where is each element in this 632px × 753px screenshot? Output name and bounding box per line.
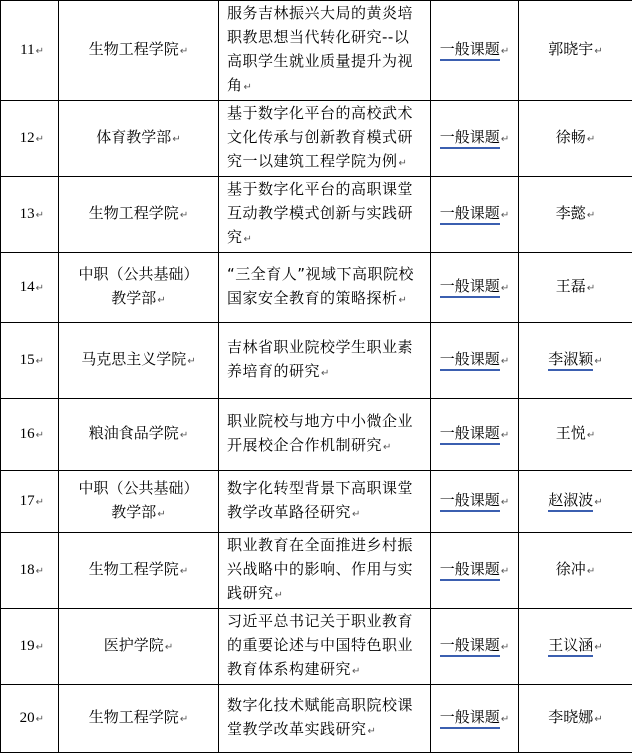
leader-name-cell-text: 李懿	[556, 204, 586, 222]
row-number	[1, 177, 59, 253]
cell-end-mark: ↵	[165, 642, 173, 653]
cell-end-mark: ↵	[501, 642, 509, 653]
department-cell-text: 生物工程学院	[89, 708, 179, 726]
row-number	[1, 609, 59, 685]
leader-name-cell-text: 李淑颖	[548, 350, 593, 371]
leader-name-cell	[519, 1, 632, 101]
leader-name-cell-text: 王议涵	[548, 636, 593, 657]
row-number-text: 20	[20, 710, 35, 726]
leader-name-cell	[519, 253, 632, 323]
cell-end-mark: ↵	[501, 566, 509, 577]
project-type-cell-text: 一般课题	[440, 350, 500, 371]
department-cell	[59, 253, 219, 323]
department-cell-text: 生物工程学院	[89, 204, 179, 222]
cell-end-mark: ↵	[501, 134, 509, 145]
table-row	[1, 1, 632, 101]
project-type-cell-text: 一般课题	[440, 204, 500, 225]
cell-end-mark: ↵	[399, 295, 408, 306]
cell-end-mark: ↵	[157, 295, 165, 306]
table-row	[1, 323, 632, 399]
project-title-cell-text: 数字化技术赋能高职院校课堂教学改革实践研究	[227, 696, 413, 738]
project-type-cell-text: 一般课题	[440, 424, 500, 445]
cell-end-mark: ↵	[501, 46, 509, 57]
project-title-cell	[219, 253, 431, 323]
cell-end-mark: ↵	[36, 430, 44, 441]
project-title-cell-text: 基于数字化平台的高职课堂互动教学模式创新与实践研究	[227, 180, 413, 246]
department-cell-text: 生物工程学院	[89, 560, 179, 578]
project-type-cell	[431, 471, 519, 533]
table-row	[1, 399, 632, 471]
cell-end-mark: ↵	[36, 134, 44, 145]
row-number	[1, 533, 59, 609]
row-number	[1, 399, 59, 471]
leader-name-cell	[519, 323, 632, 399]
project-type-cell-text: 一般课题	[440, 277, 500, 298]
project-title-cell	[219, 1, 431, 101]
cell-end-mark: ↵	[180, 714, 188, 725]
table-row	[1, 685, 632, 753]
row-number	[1, 685, 59, 753]
project-type-cell	[431, 609, 519, 685]
cell-end-mark: ↵	[352, 666, 361, 677]
leader-name-cell-text: 赵淑波	[548, 491, 593, 512]
cell-end-mark: ↵	[180, 210, 188, 221]
row-number-text: 13	[20, 206, 35, 222]
project-title-cell-text: 吉林省职业院校学生职业素养培育的研究	[227, 338, 413, 380]
project-type-cell-text: 一般课题	[440, 40, 500, 61]
cell-end-mark: ↵	[36, 566, 44, 577]
cell-end-mark: ↵	[244, 82, 253, 93]
cell-end-mark: ↵	[275, 590, 284, 601]
department-cell-text: 马克思主义学院	[81, 350, 186, 368]
row-number-text: 11	[20, 42, 34, 58]
cell-end-mark: ↵	[594, 46, 602, 57]
project-title-cell-text: “三全育人”视域下高职院校国家安全教育的策略探析	[227, 265, 414, 307]
cell-end-mark: ↵	[157, 509, 165, 520]
cell-end-mark: ↵	[594, 356, 602, 367]
project-title-cell	[219, 399, 431, 471]
project-type-cell	[431, 177, 519, 253]
row-number-text: 19	[20, 638, 35, 654]
row-number-text: 12	[20, 130, 35, 146]
row-number-text: 14	[20, 279, 35, 295]
project-title-cell-text: 数字化转型背景下高职课堂教学改革路径研究	[227, 479, 413, 521]
table-row	[1, 177, 632, 253]
cell-end-mark: ↵	[587, 283, 595, 294]
cell-end-mark: ↵	[187, 356, 195, 367]
table-row	[1, 101, 632, 177]
project-title-cell	[219, 471, 431, 533]
department-cell-text: 中职（公共基础）教学部	[78, 479, 198, 521]
leader-name-cell-text: 李晓娜	[548, 708, 593, 726]
cell-end-mark: ↵	[594, 497, 602, 508]
row-number	[1, 101, 59, 177]
project-type-cell	[431, 101, 519, 177]
table-row	[1, 609, 632, 685]
cell-end-mark: ↵	[501, 497, 509, 508]
project-title-cell-text: 服务吉林振兴大局的黄炎培职教思想当代转化研究--以高职学生就业质量提升为视角	[227, 4, 413, 94]
project-type-cell	[431, 399, 519, 471]
cell-end-mark: ↵	[180, 566, 188, 577]
cell-end-mark: ↵	[501, 430, 509, 441]
row-number-text: 17	[20, 493, 35, 509]
department-cell	[59, 323, 219, 399]
project-title-cell	[219, 685, 431, 753]
cell-end-mark: ↵	[172, 134, 180, 145]
department-cell-text: 医护学院	[104, 636, 164, 654]
row-number	[1, 253, 59, 323]
department-cell	[59, 177, 219, 253]
project-title-cell-text: 职业教育在全面推进乡村振兴战略中的影响、作用与实践研究	[227, 536, 413, 602]
cell-end-mark: ↵	[36, 283, 44, 294]
cell-end-mark: ↵	[36, 497, 44, 508]
table-row	[1, 253, 632, 323]
department-cell	[59, 685, 219, 753]
row-number	[1, 323, 59, 399]
project-type-cell	[431, 533, 519, 609]
project-type-cell	[431, 323, 519, 399]
leader-name-cell	[519, 685, 632, 753]
cell-end-mark: ↵	[587, 210, 595, 221]
department-cell-text: 粮油食品学院	[89, 424, 179, 442]
leader-name-cell-text: 王磊	[556, 277, 586, 295]
leader-name-cell	[519, 101, 632, 177]
cell-end-mark: ↵	[352, 509, 361, 520]
project-type-cell	[431, 685, 519, 753]
cell-end-mark: ↵	[368, 726, 377, 737]
cell-end-mark: ↵	[36, 642, 44, 653]
department-cell-text: 体育教学部	[96, 128, 171, 146]
department-cell	[59, 399, 219, 471]
leader-name-cell-text: 徐畅	[556, 128, 586, 146]
cell-end-mark: ↵	[594, 714, 602, 725]
cell-end-mark: ↵	[501, 356, 509, 367]
project-title-cell-text: 习近平总书记关于职业教育的重要论述与中国特色职业教育体系构建研究	[227, 612, 413, 678]
department-cell	[59, 609, 219, 685]
project-title-cell	[219, 177, 431, 253]
leader-name-cell-text: 郭晓宇	[548, 40, 593, 58]
cell-end-mark: ↵	[594, 642, 602, 653]
leader-name-cell	[519, 533, 632, 609]
cell-end-mark: ↵	[501, 210, 509, 221]
project-type-cell	[431, 1, 519, 101]
leader-name-cell-text: 王悦	[556, 424, 586, 442]
table-row	[1, 471, 632, 533]
cell-end-mark: ↵	[244, 234, 253, 245]
cell-end-mark: ↵	[321, 368, 330, 379]
project-title-cell-text: 职业院校与地方中小微企业开展校企合作机制研究	[227, 412, 413, 454]
cell-end-mark: ↵	[36, 46, 44, 57]
project-type-cell-text: 一般课题	[440, 491, 500, 512]
cell-end-mark: ↵	[36, 714, 44, 725]
cell-end-mark: ↵	[501, 714, 509, 725]
cell-end-mark: ↵	[587, 566, 595, 577]
project-title-cell	[219, 101, 431, 177]
project-type-cell-text: 一般课题	[440, 128, 500, 149]
leader-name-cell-text: 徐冲	[556, 560, 586, 578]
department-cell	[59, 1, 219, 101]
cell-end-mark: ↵	[36, 210, 44, 221]
leader-name-cell	[519, 399, 632, 471]
cell-end-mark: ↵	[399, 158, 408, 169]
leader-name-cell	[519, 177, 632, 253]
cell-end-mark: ↵	[180, 46, 188, 57]
department-cell-text: 生物工程学院	[89, 40, 179, 58]
cell-end-mark: ↵	[587, 134, 595, 145]
cell-end-mark: ↵	[501, 283, 509, 294]
cell-end-mark: ↵	[180, 430, 188, 441]
row-number-text: 18	[20, 562, 35, 578]
project-type-cell	[431, 253, 519, 323]
cell-end-mark: ↵	[383, 442, 392, 453]
project-title-cell	[219, 533, 431, 609]
row-number-text: 16	[20, 426, 35, 442]
leader-name-cell	[519, 471, 632, 533]
department-cell	[59, 533, 219, 609]
cell-end-mark: ↵	[587, 430, 595, 441]
project-title-cell	[219, 323, 431, 399]
project-type-cell-text: 一般课题	[440, 560, 500, 581]
row-number	[1, 1, 59, 101]
project-title-cell-text: 基于数字化平台的高校武术文化传承与创新教育模式研究一以建筑工程学院为例	[227, 104, 413, 170]
table-body	[1, 1, 632, 753]
row-number-text: 15	[20, 352, 35, 368]
department-cell-text: 中职（公共基础）教学部	[78, 265, 198, 307]
project-type-cell-text: 一般课题	[440, 636, 500, 657]
department-cell	[59, 101, 219, 177]
project-type-cell-text: 一般课题	[440, 708, 500, 729]
leader-name-cell	[519, 609, 632, 685]
row-number	[1, 471, 59, 533]
cell-end-mark: ↵	[36, 356, 44, 367]
project-title-cell	[219, 609, 431, 685]
department-cell	[59, 471, 219, 533]
table-row	[1, 533, 632, 609]
